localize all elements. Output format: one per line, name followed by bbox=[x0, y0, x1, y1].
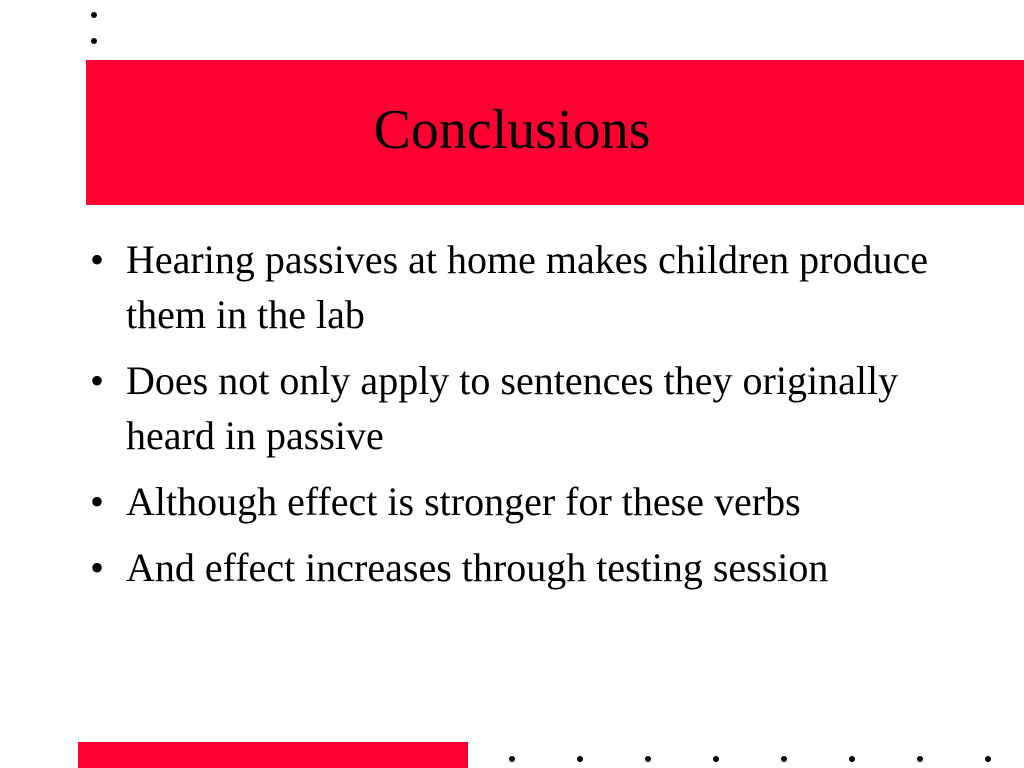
decorative-dot bbox=[91, 38, 97, 44]
decorative-dot bbox=[781, 756, 787, 762]
bullet-item bbox=[90, 353, 990, 463]
decorative-dot bbox=[91, 12, 97, 18]
decorative-dot bbox=[849, 756, 855, 762]
bullet-icon: • bbox=[90, 237, 105, 282]
decorative-dot bbox=[917, 756, 923, 762]
decorative-dot bbox=[713, 756, 719, 762]
bullet-icon: • bbox=[90, 358, 105, 403]
decorative-dot bbox=[985, 756, 991, 762]
bullet-text: Although effect is stronger for these verbs bbox=[126, 479, 801, 524]
bullet-icon: • bbox=[90, 479, 105, 524]
bullet-text: And effect increases through testing session bbox=[126, 545, 829, 590]
decorative-dot bbox=[509, 756, 515, 762]
bullet-text: Hearing passives at home makes children produce them in the lab bbox=[126, 237, 928, 337]
bullet-item bbox=[90, 474, 990, 529]
bottom-accent-bar bbox=[78, 742, 468, 768]
bullet-item bbox=[90, 232, 990, 342]
bullet-list bbox=[90, 232, 990, 606]
decorative-dot bbox=[645, 756, 651, 762]
bullet-text: Does not only apply to sentences they originally heard in passive bbox=[126, 358, 899, 458]
bullet-icon: • bbox=[90, 545, 105, 590]
slide-title: Conclusions bbox=[373, 98, 651, 161]
decorative-dot bbox=[577, 756, 583, 762]
bullet-item bbox=[90, 540, 990, 595]
